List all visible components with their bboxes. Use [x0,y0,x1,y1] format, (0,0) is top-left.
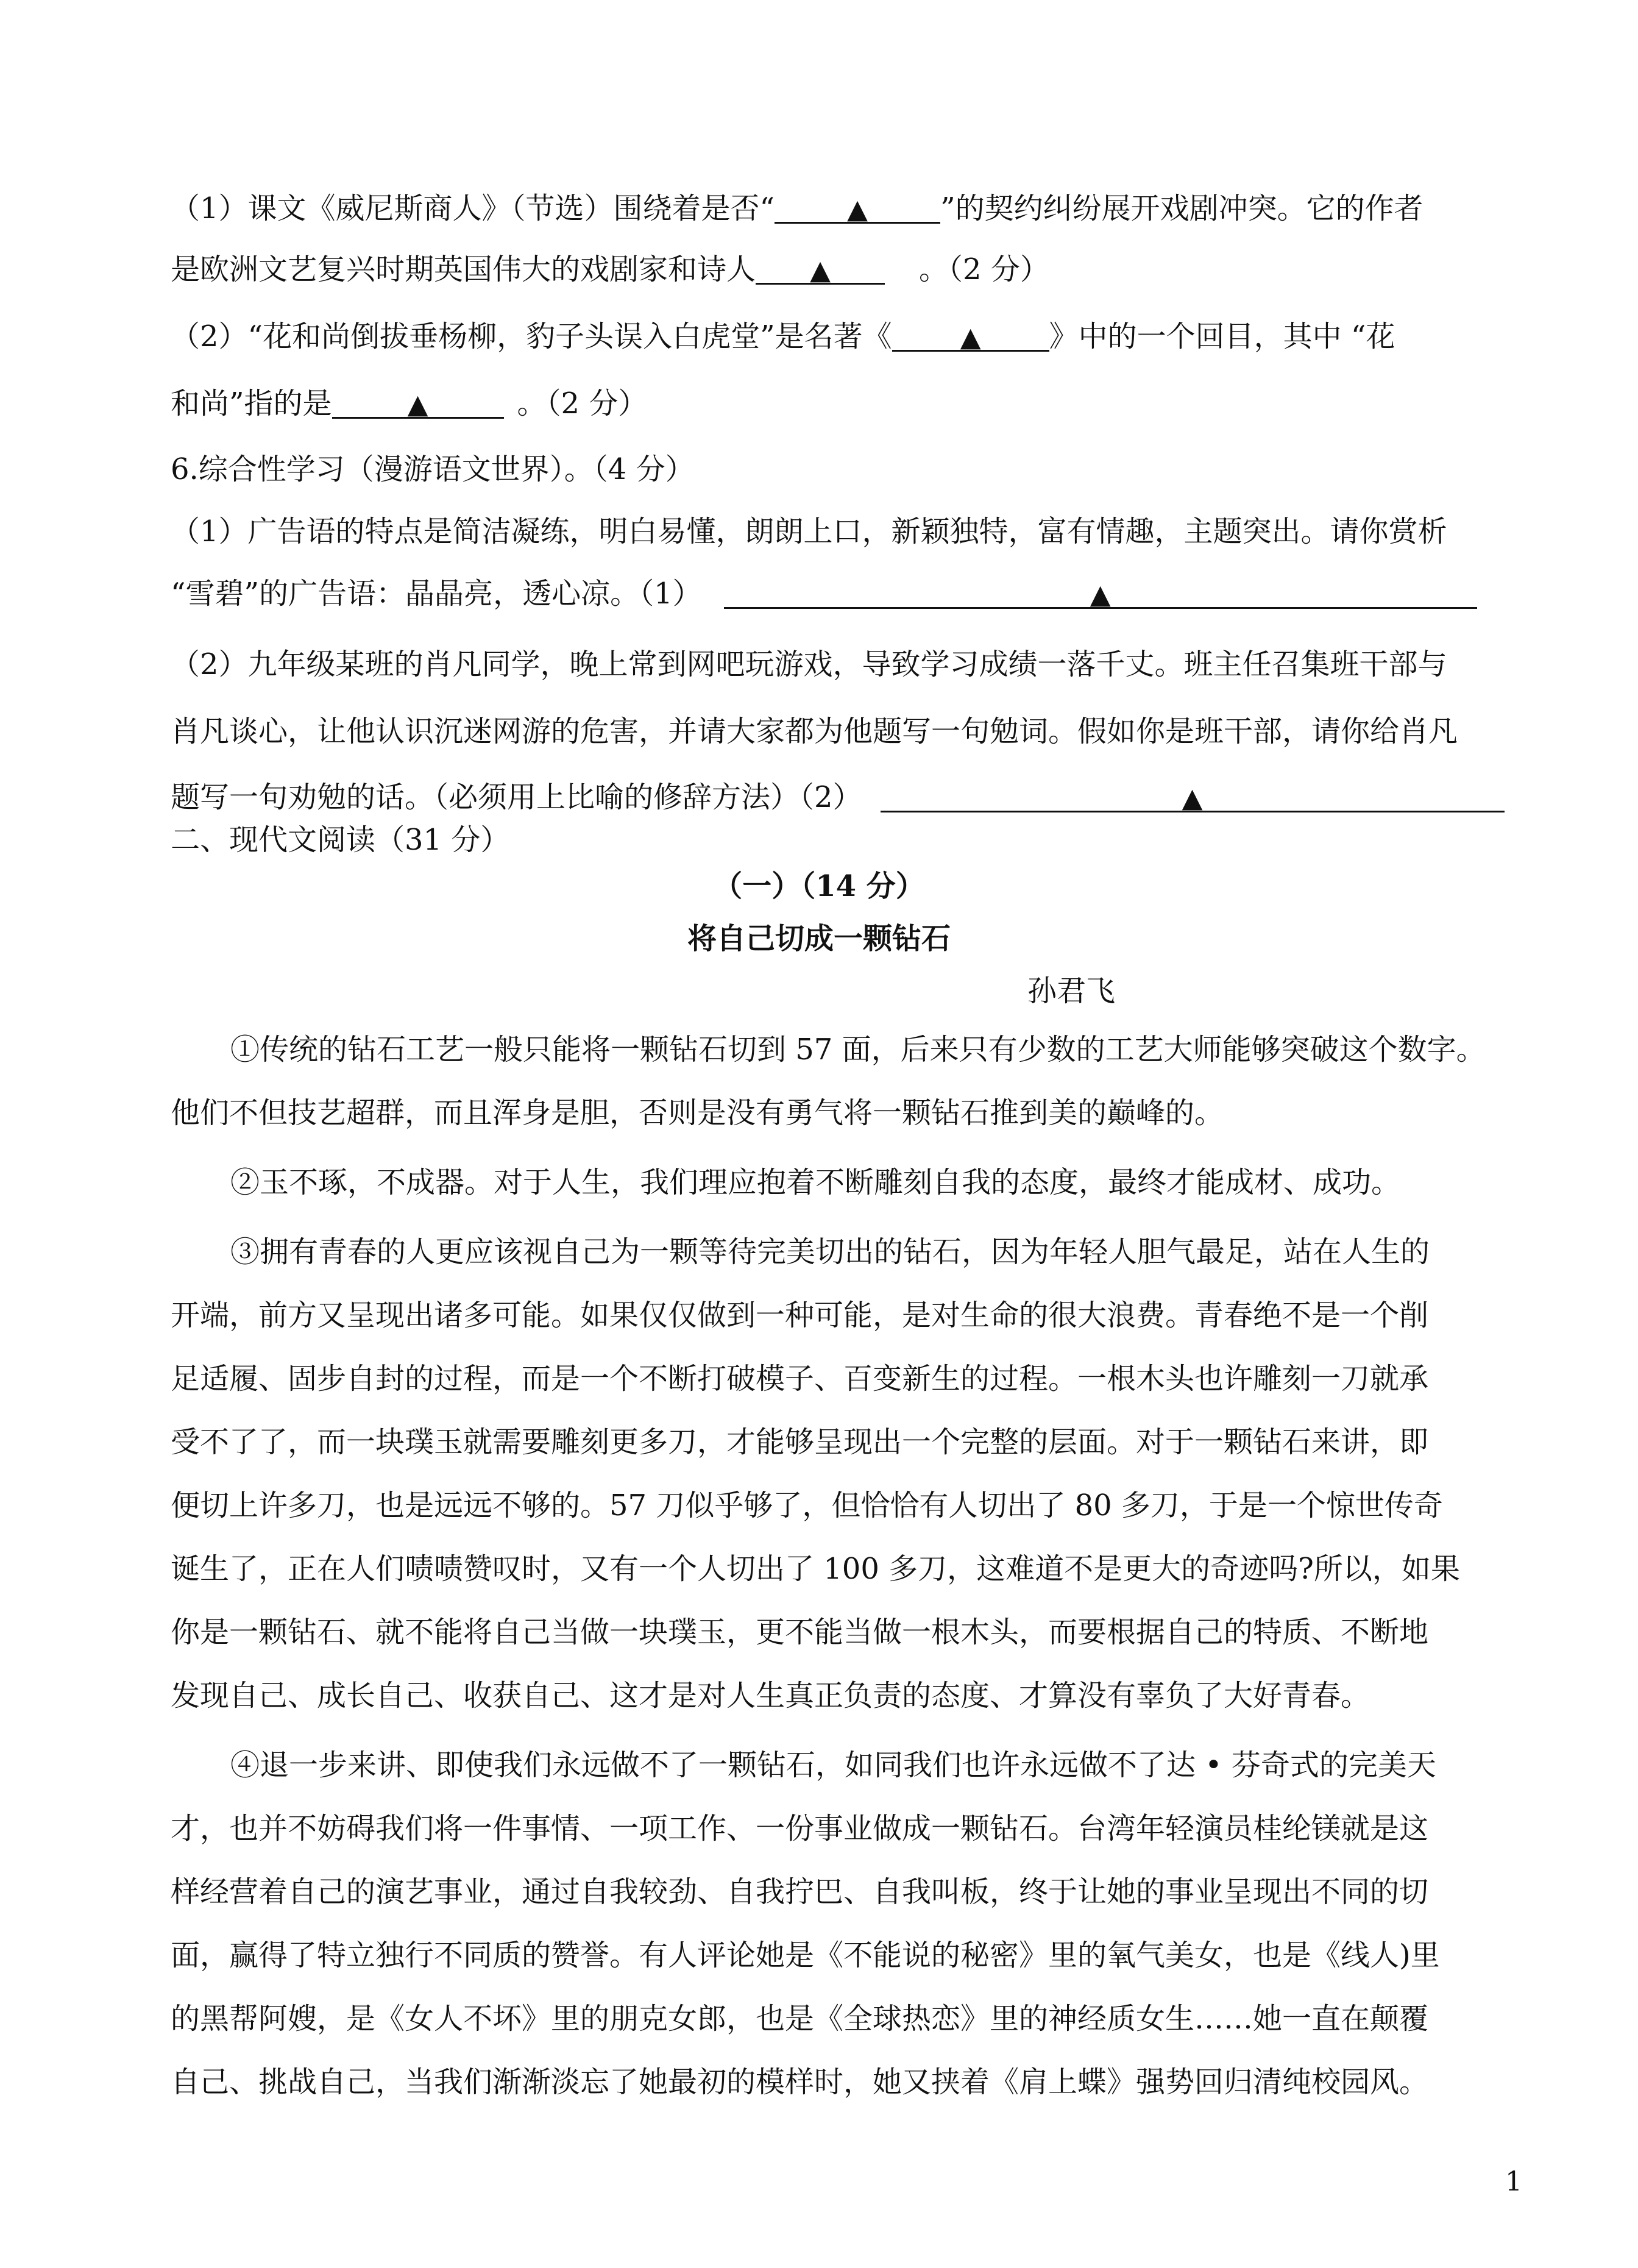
article-line: 的黑帮阿嫂，是《女人不坏》里的朋克女郎，也是《全球热恋》里的神经质女生……她一直在颠覆 [171,2002,1429,2036]
article-line: ③拥有青春的人更应该视自己为一颗等待完美切出的钻石，因为年轻人胆气最足，站在人生的 [230,1235,1430,1269]
q6-2-line1: （2）九年级某班的肖凡同学，晚上常到网吧玩游戏，导致学习成绩一落千丈。班主任召集班干部与 [171,647,1447,681]
q6-2-line2: 肖凡谈心，让他认识沉迷网游的危害，并请大家都为他题写一句勉词。假如你是班干部，请你给肖凡 [171,714,1458,748]
article-line: ②玉不琢，不成器。对于人生，我们理应抱着不断雕刻自我的态度，最终才能成材、成功。 [230,1165,1401,1200]
answer-blank[interactable] [892,318,1049,352]
q5-1-line2 [171,251,1049,288]
triangle-icon: ▲ [1182,783,1203,814]
triangle-icon: ▲ [960,322,981,353]
q5-1-text-b: ”的契约纠纷展开戏剧冲突。它的作者 [940,191,1424,226]
q6-1-text: “雪碧”的广告语：晶晶亮，透心凉。（1） [171,577,702,611]
answer-blank[interactable] [881,779,1505,812]
triangle-icon: ▲ [847,194,868,225]
answer-blank[interactable] [756,251,885,285]
article-line: 诞生了，正在人们啧啧赞叹时，又有一个人切出了 100 多刀，这难道不是更大的奇迹吗?所以，如果 [171,1552,1460,1586]
article-line: 才，也并不妨碍我们将一件事情、一项工作、一份事业做成一颗钻石。台湾年轻演员桂纶镁就是这 [171,1811,1429,1846]
triangle-icon: ▲ [1090,579,1111,610]
q5-1-text-c: 是欧洲文艺复兴时期英国伟大的戏剧家和诗人 [171,252,756,286]
q5-1-text-a: （1）课文《威尼斯商人》（节选）围绕着是否“ [171,191,775,226]
q5-2-text-a: （2）“花和尚倒拔垂杨柳，豹子头误入白虎堂”是名著《 [171,319,892,354]
q5-2-line2 [171,385,647,422]
article-line: 便切上许多刀，也是远远不够的。57 刀似乎够了，但恰恰有人切出了 80 多刀，于是一个惊世传奇 [171,1488,1443,1523]
answer-blank[interactable] [332,385,504,419]
article-line: 受不了了，而一块璞玉就需要雕刻更多刀，才能够呈现出一个完整的层面。对于一颗钻石来讲，即 [171,1425,1429,1459]
article-title: 将自己切成一颗钻石 [687,922,951,956]
q6-title: 6.综合性学习（漫游语文世界）。（4 分） [171,452,695,486]
q6-1-line1: （1）广告语的特点是简洁凝练，明白易懂，朗朗上口，新颖独特，富有情趣，主题突出。请你赏析 [171,514,1447,549]
q5-2-text-d: 。（2 分） [517,386,648,421]
q5-2-text-c: 和尚”指的是 [171,386,332,421]
q5-2-line1 [171,318,1395,355]
answer-blank[interactable] [775,190,940,224]
article-line: 自己、挑战自己，当我们渐渐淡忘了她最初的模样时，她又挟着《肩上蝶》强势回归清纯校园风。 [171,2065,1429,2099]
answer-blank[interactable] [724,575,1477,609]
q5-1-text-d: 。（2 分） [919,252,1049,286]
article-line: 足适履、固步自封的过程，而是一个不断打破模子、百变新生的过程。一根木头也许雕刻一刀就承 [171,1362,1429,1396]
q6-2-line3 [171,779,1505,816]
triangle-icon: ▲ [407,389,428,420]
q6-2-text: 题写一句劝勉的话。（必须用上比喻的修辞方法）（2） [171,780,862,814]
article-line: 开端，前方又呈现出诸多可能。如果仅仅做到一种可能，是对生命的很大浪费。青春绝不是一个削 [171,1298,1429,1332]
part-title: （一）（14 分） [713,869,925,903]
article-author: 孙君飞 [1027,974,1116,1008]
section-heading: 二、现代文阅读（31 分） [171,823,510,857]
q6-1-line2 [171,575,1477,612]
article-line: ④退一步来讲、即使我们永远做不了一颗钻石，如同我们也许永远做不了达 • 芬奇式的完美天 [230,1748,1436,1782]
article-line: 发现自己、成长自己、收获自己、这才是对人生真正负责的态度、才算没有辜负了大好青春。 [171,1679,1370,1713]
article-line: ①传统的钻石工艺一般只能将一颗钻石切到 57 面，后来只有少数的工艺大师能够突破这个数字。 [230,1033,1486,1067]
q5-1-line1 [171,190,1424,227]
page-number: 1 [1505,2166,1522,2197]
article-line: 他们不但技艺超群，而且浑身是胆，否则是没有勇气将一颗钻石推到美的巅峰的。 [171,1096,1224,1130]
article-line: 你是一颗钻石、就不能将自己当做一块璞玉，更不能当做一根木头，而要根据自己的特质、不断地 [171,1615,1429,1649]
article-line: 样经营着自己的演艺事业，通过自我较劲、自我拧巴、自我叫板，终于让她的事业呈现出不同的切 [171,1875,1429,1909]
triangle-icon: ▲ [810,255,831,286]
article-line: 面，赢得了特立独行不同质的赞誉。有人评论她是《不能说的秘密》里的氧气美女，也是《线人)里 [171,1938,1440,1972]
q5-2-text-b: 》中的一个回目，其中 “花 [1049,319,1395,354]
